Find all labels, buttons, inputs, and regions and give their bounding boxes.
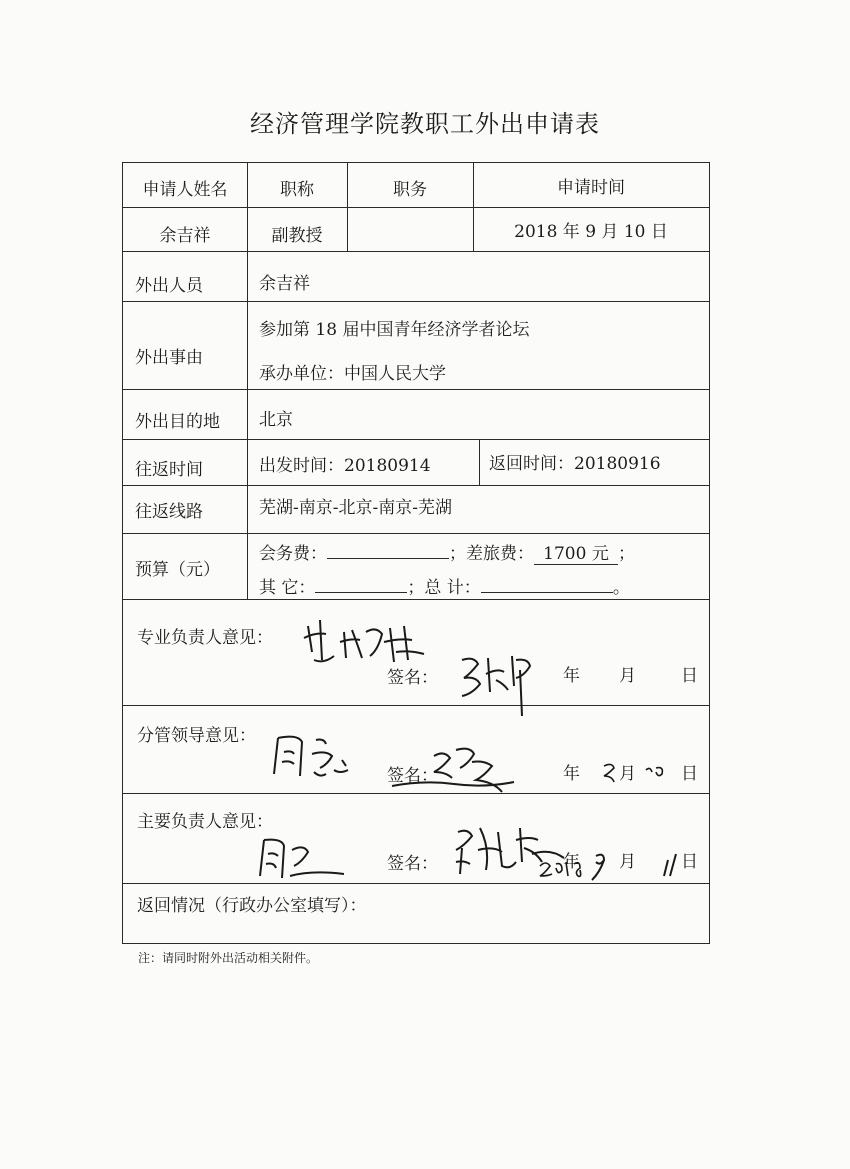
header-position: 职务 [393,180,427,200]
budget-line1 [259,539,635,565]
applicant-apply-time: 2018 年 9 月 10 日 [514,222,668,242]
major-month: 月 [619,666,636,686]
handwritten-signature-1 [458,650,538,724]
meeting-fee-value [327,558,449,559]
label-chief-opinion: 主要负责人意见： [137,812,273,832]
value-destination: 北京 [259,410,293,430]
meeting-fee-label: 会务费： [259,544,327,564]
travel-fee-value: 1700 元 [534,539,618,565]
label-route: 往返线路 [135,502,203,522]
label-destination: 外出目的地 [135,412,220,432]
label-reason: 外出事由 [135,348,203,368]
label-major-opinion: 专业负责人意见： [137,628,273,648]
value-route: 芜湖-南京-北京-南京-芜湖 [259,498,452,518]
handwritten-date-2 [598,758,678,792]
budget-line1-end: ； [618,544,635,564]
value-reason-line2: 承办单位：中国人民大学 [259,364,446,384]
branch-sign-label: 签名： [387,766,438,786]
branch-month: 月 [619,764,636,784]
budget-line2-end: 。 [612,578,630,598]
header-apply-time: 申请时间 [557,178,625,198]
handwritten-date-3 [538,846,708,890]
travel-fee-label: ；差旅费： [449,544,534,564]
branch-year: 年 [563,764,580,784]
header-name: 申请人姓名 [142,180,228,200]
form-table [122,162,710,944]
return-label: 返回时间： [489,454,574,474]
handwritten-opinion-3 [252,832,352,888]
applicant-rank: 副教授 [271,226,323,246]
budget-line2 [259,573,630,598]
value-depart [259,451,431,476]
major-sign-label: 签名： [387,668,438,688]
applicant-name: 余吉祥 [159,226,211,246]
chief-day: 日 [681,852,698,872]
label-personnel: 外出人员 [135,276,203,296]
footnote: 注：请同时附外出活动相关附件。 [138,951,319,965]
label-trip-time: 往返时间 [135,460,203,480]
chief-month: 月 [619,852,636,872]
chief-sign-label: 签名： [387,854,438,874]
form-title: 经济管理学院教职工外出申请表 [250,110,600,138]
header-rank: 职称 [280,180,314,200]
other-fee-value [315,592,407,593]
major-day: 日 [681,666,698,686]
branch-day: 日 [681,764,698,784]
label-branch-opinion: 分管领导意见： [137,726,256,746]
value-return [489,449,661,474]
return-date: 20180916 [574,454,661,474]
major-year: 年 [563,666,580,686]
chief-year: 年 [563,852,580,872]
handwritten-signature-2 [384,740,534,804]
total-label: ；总 计： [407,578,481,598]
other-fee-label: 其 它： [259,578,316,598]
total-value [481,592,613,593]
handwritten-opinion-2 [268,730,368,790]
value-personnel: 余吉祥 [259,274,310,294]
value-reason-line1: 参加第 18 届中国青年经济学者论坛 [259,320,530,340]
label-budget: 预算（元） [135,560,220,580]
depart-date: 20180914 [344,456,431,476]
handwritten-opinion-1 [300,612,440,676]
label-return-status: 返回情况（行政办公室填写）： [137,896,367,916]
depart-label: 出发时间： [259,456,344,476]
